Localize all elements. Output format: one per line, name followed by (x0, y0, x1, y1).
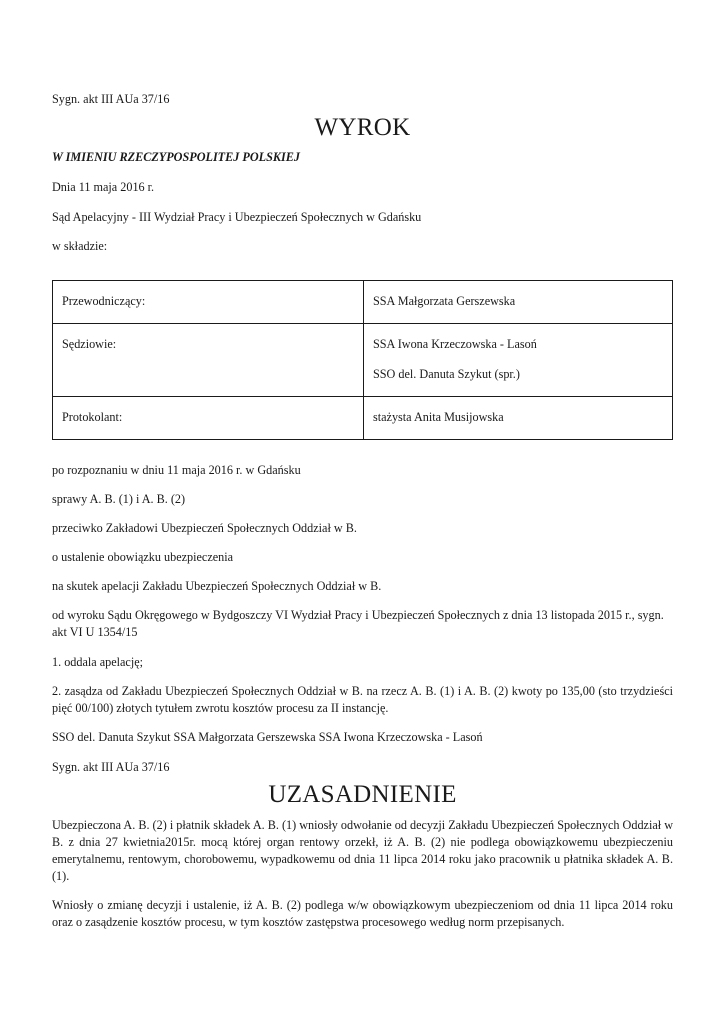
panel-name: SSO del. Danuta Szykut (spr.) (373, 367, 520, 381)
table-row (53, 281, 673, 324)
hearing-line: po rozpoznaniu w dniu 11 maja 2016 r. w Gdańsku (52, 463, 301, 477)
parties-line: sprawy A. B. (1) i A. B. (2) (52, 492, 186, 506)
subject-line: o ustalenie obowiązku ubezpieczenia (52, 550, 234, 564)
justification-paragraph: Wniosły o zmianę decyzji i ustalenie, iż A. B. (2) podlega w/w obowiązkowym ubezpieczeniom od dnia 11 lipca 2014 roku oraz o zasądzenie kosztów procesu, w tym kosztów zastępstwa procesowego według norm przepisanych. (52, 898, 673, 929)
case-number: Sygn. akt III AUa 37/16 (52, 92, 170, 106)
panel-role-cell (53, 397, 364, 440)
table-row (53, 397, 673, 440)
justification-paragraph: Ubezpieczona A. B. (2) i płatnik składek A. B. (1) wniosły odwołanie od decyzji Zakładu Ubezpieczeń Społecznych Oddział w B. z dnia 27 kwietnia2015r. mocą której organ rentowy orzekł, iż A. B. (2) nie podlega obowiązkowemu ubezpieczeniu emerytalnemu, rentowym, chorobowemu, wypadkowemu od dnia 11 lipca 2014 roku jako pracownik u płatnika składek A. B. (1). (52, 818, 673, 883)
panel-role-judges: Sędziowie: (62, 337, 117, 351)
in-the-name-of-republic: W IMIENIU RZECZYPOSPOLITEJ POLSKIEJ (52, 150, 300, 164)
panel-role-cell (53, 281, 364, 324)
appeal-line: na skutek apelacji Zakładu Ubezpieczeń Społecznych Oddział w B. (52, 579, 382, 593)
against-line: przeciwko Zakładowi Ubezpieczeń Społecznych Oddział w B. (52, 521, 357, 535)
judgment-date: Dnia 11 maja 2016 r. (52, 180, 155, 194)
ruling-item: 2. zasądza od Zakładu Ubezpieczeń Społecznych Oddział w B. na rzecz A. B. (1) i A. B. (2) kwoty po 135,00 (sto trzydzieści pięć 00/100) złotych tytułem zwrotu kosztów procesu za II instancję. (52, 684, 673, 715)
panel-names-cell (364, 281, 673, 324)
panel-names-cell (364, 397, 673, 440)
table-row (53, 324, 673, 397)
panel-name: stażysta Anita Musijowska (373, 410, 504, 424)
panel-name: SSA Iwona Krzeczowska - Lasoń (373, 337, 537, 351)
ruling-item: 1. oddala apelację; (52, 655, 144, 669)
court-name: Sąd Apelacyjny - III Wydział Pracy i Ubezpieczeń Społecznych w Gdańsku (52, 210, 422, 224)
panel-names-cell (364, 324, 673, 397)
court-panel-table (52, 280, 673, 440)
panel-role-cell (53, 324, 364, 397)
composition-label: w składzie: (52, 239, 108, 253)
signatures-line: SSO del. Danuta Szykut SSA Małgorzata Gerszewska SSA Iwona Krzeczowska - Lasoń (52, 730, 483, 744)
panel-name: SSA Małgorzata Gerszewska (373, 294, 516, 308)
appealed-judgment-line: od wyroku Sądu Okręgowego w Bydgoszczy VI Wydział Pracy i Ubezpieczeń Społecznych z dnia 13 listopada 2015 r., sygn. akt VI U 1354/15 (52, 608, 664, 639)
justification-title: UZASADNIENIE (268, 781, 457, 808)
panel-role-presiding: Przewodniczący: (62, 294, 146, 308)
justification-case-number: Sygn. akt III AUa 37/16 (52, 760, 170, 774)
judgment-title: WYROK (314, 114, 411, 141)
panel-role-clerk: Protokolant: (62, 410, 123, 424)
